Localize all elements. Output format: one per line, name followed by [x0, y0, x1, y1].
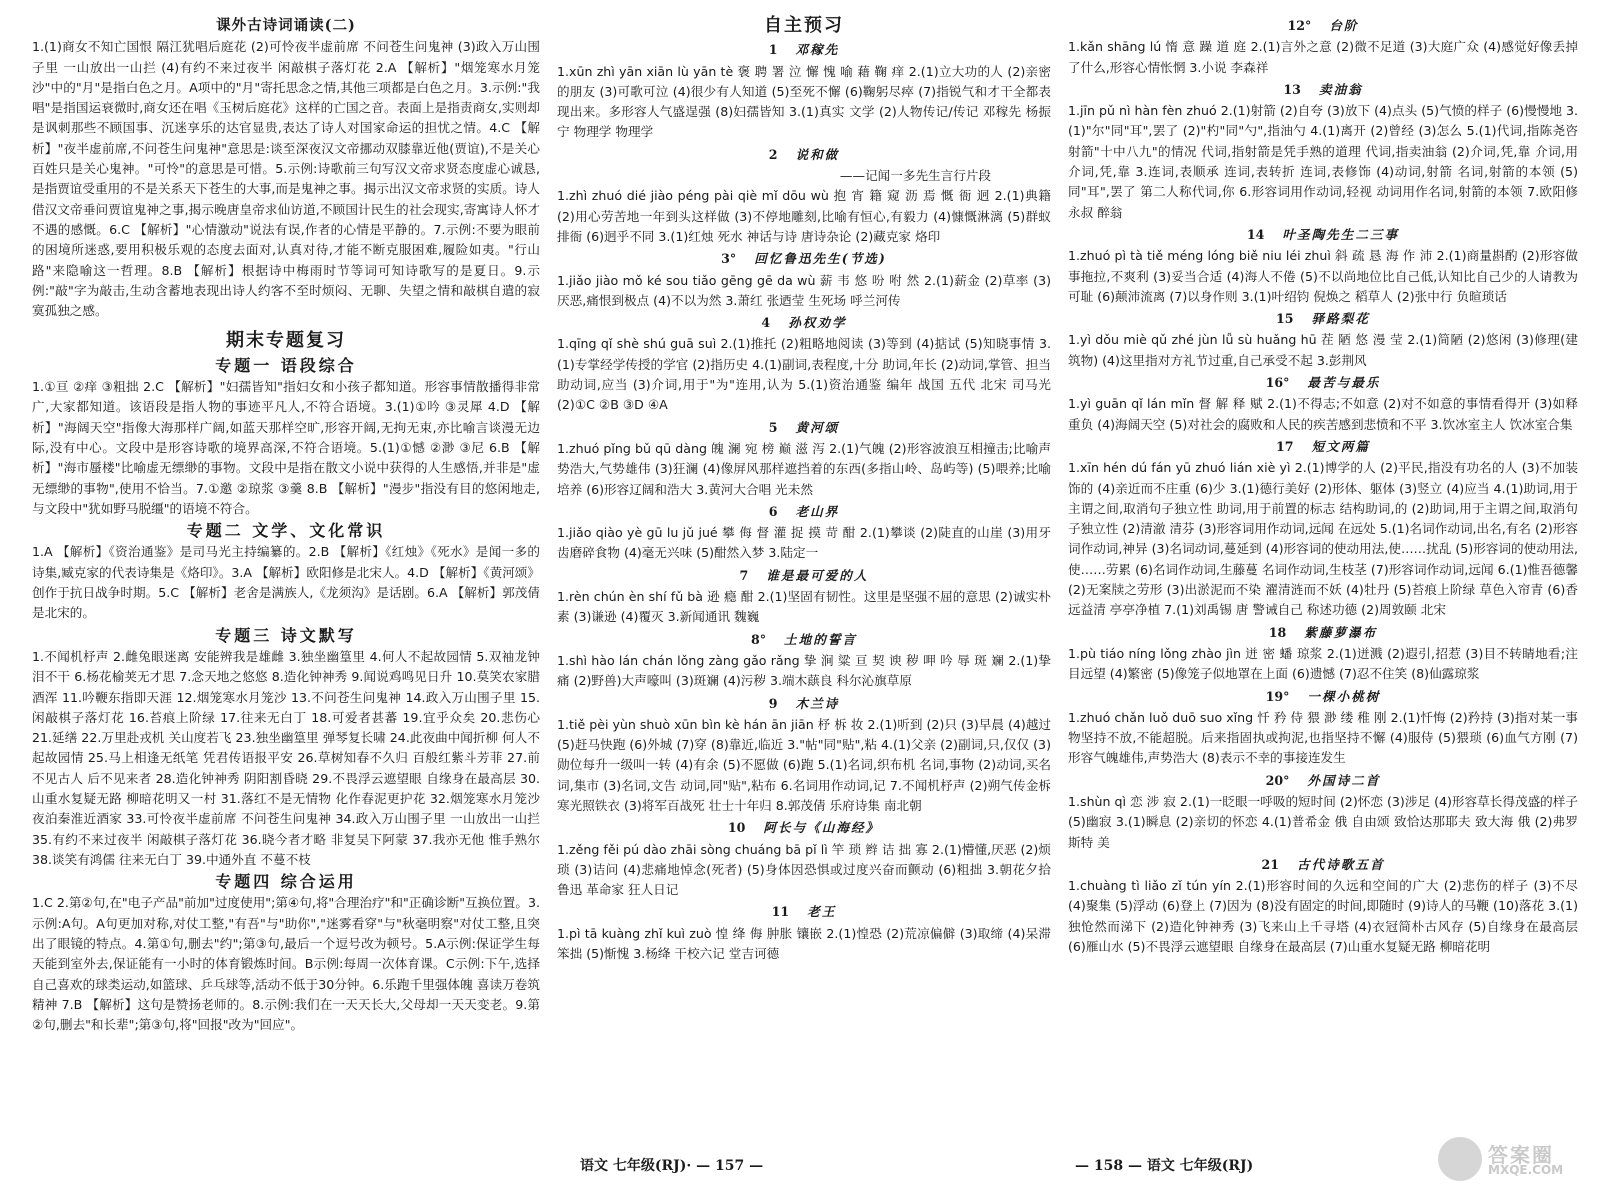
lesson-title: 外国诗二首 [1307, 772, 1381, 788]
topic-heading-3: 专题三 诗文默写 [215, 625, 357, 645]
lesson-answers: 1.kǎn shāng lú 惰 意 躁 道 庭 2.(1)言外之意 (2)微不足道 (3)大庭广众 (4)感觉好像丢掉了什么,形容心情怅惘 3.小说 李森祥 [1068, 39, 1578, 75]
lesson-heading [1068, 80, 1578, 100]
lesson-heading [557, 313, 1051, 333]
lesson-subtitle: ——记闻一多先生言行片段 [839, 168, 991, 184]
lesson-answers: 1.xīn hén dú fán yū zhuó lián xiè yì 2.(1)博学的人 (2)平民,指没有功名的人 (3)不加装饰的 (4)亲近而不庄重 (6)少 3.(1)德行美好 (2)形体、躯体 (3)竖立 (4)应当 4.(1)助词,用于主谓之间,取消句子独立性 助词,用于前置的标志 结构助词,的 (2)助词,用于主谓之间,取消句子独立性 (2)清澈 清芬 (3)形容词用作动词,远闻 在远处 5.(1)名词作动词,出名,有名 (2)形容词作动词,神异 (3)名词动词,蔓延到 (4)形容词的使动用法,使……扰乱 (5)形容词的使动用法,使……劳累 (6)名词作动词,生藤蔓 名词作动词,生枝茎 (7)形容词作动词,远闻 6.(1)惟吾德馨 (2)无案牍之劳形 (3)出淤泥而不染 濯清涟而不妖 (4)牡丹 (5)苔痕上阶绿 草色入帘青 (6)香远益清 亭亭净植 7.(1)刘禹锡 唐 警诫自己 称述功德 (2)周敦颐 北宋 [1068, 460, 1578, 618]
lesson-title: 紫藤萝瀑布 [1304, 624, 1378, 640]
middle-column [557, 14, 1051, 1145]
lesson-answers: 1.zhuó pǐng bǔ qū dàng 魄 澜 宛 榜 巅 滋 泻 2.(1)气魄 (2)形容波浪互相撞击;比喻声势浩大,气势雄伟 (3)狂澜 (4)像屏风那样遮挡着的东西(多指山岭、岛屿等) (5)喂养;比喻培养 (6)形容辽阔和浩大 3.黄河大合唱 光未然 [557, 440, 1051, 497]
lesson-answers: 1.tiě pèi yùn shuò xūn bìn kè hán ān jiān 杼 柝 妆 2.(1)听到 (2)只 (3)早晨 (4)越过 (5)赶马快跑 (6)外城 (7)穿 (8)靠近,临近 3."帖"同"贴",粘 4.(1)父亲 (2)副词,只,仅仅 (3)勋位每升一级叫一转 (4)有余 (5)不愿做 (6)跑 5.(1)名词,织布机 名词,事物 (2)动词,买名词,集市 (3)名词,文告 动词,同"贴",粘布 6.名词用作动词,记 7.不闻机杼声 (2)朔气传金柝 寒光照铁衣 (3)将军百战死 壮士十年归 8.郭茂倩 乐府诗集 南北朝 [557, 716, 1051, 813]
lesson-answers: 1.zhuó chǎn luǒ duō suo xǐng 忏 矜 侍 猥 渺 缕 稚 刚 2.(1)忏悔 (2)矜持 (3)指对某一事物坚持不放,不能超脱。后来指固执或拘泥,也指坚持不懈 (4)服侍 (5)猥琐 (6)血气方刚 (7)形容气魄雄伟,声势浩大 (8)表示不幸的事接连发生 [1068, 709, 1578, 766]
lesson-number: 4 [761, 315, 771, 331]
lesson-heading [1068, 225, 1578, 245]
lesson-title: 最苦与最乐 [1307, 375, 1381, 391]
lesson-answers: 1.zěng fěi pú dào zhāi sòng chuáng bā pǐ lì 竿 琐 辫 诘 拙 寡 2.(1)懵懂,厌恶 (2)烦琐 (3)诘问 (4)悲痛地悼念(死者) (5)身体因恐惧或过度兴奋而颤动 (6)粗拙 3.朝花夕拾 鲁迅 革命家 狂人日记 [557, 841, 1051, 898]
lesson-title: 一棵小桃树 [1307, 688, 1381, 704]
lesson-heading [557, 902, 1051, 922]
lesson-heading [557, 566, 1051, 586]
lesson-answers: 1.qīng qǐ shè shú guā suì 2.(1)推托 (2)粗略地阅读 (3)等到 (4)掂试 (5)知晓事情 3.(1)专掌经学传授的学官 (2)指历史 4.(1)副词,表程度,十分 助词,年长 (2)动词,掌管、担当 助动词,应当 (3)介词,用于"为"连用,认为 5.(1)资治通鉴 编年 战国 五代 北宋 司马光 (2)①C ②B ③D ④A [557, 336, 1051, 413]
lesson-answers: 1.zhuó pì tà tiě méng lóng biě niu léi zhuì 斜 疏 恳 海 作 沛 2.(1)商量斟酌 (2)形容做事拖拉,不爽利 (3)妥当合适 (4)海人不倦 (5)不以尚地位比自己低,认知比自己少的人请教为可耻 (6)颠沛流离 (7)以身作则 3.(1)叶绍钧 倪焕之 稻草人 (2)张中行 负暄琐话 [1068, 248, 1578, 304]
lesson-number: 5 [768, 419, 778, 435]
section-heading-poetry: 课外古诗词诵读(二) [216, 17, 356, 34]
section-heading-final-review: 期末专题复习 [226, 330, 346, 352]
lesson-title: 叶圣陶先生二三事 [1282, 226, 1400, 242]
left-column [32, 14, 540, 1145]
lesson-title: 老王 [807, 904, 837, 920]
lesson-number: 10 [727, 820, 746, 836]
lesson-number: 8° [750, 631, 767, 647]
lesson-number: 14 [1246, 226, 1265, 242]
lesson-heading [1068, 16, 1578, 36]
lesson-heading [557, 40, 1051, 60]
watermark-logo-icon [1438, 1137, 1482, 1181]
watermark-url: MXQE.COM [1488, 1163, 1564, 1177]
lesson-title: 木兰诗 [795, 695, 840, 711]
topic-heading-1: 专题一 语段综合 [215, 355, 357, 375]
lesson-heading [1068, 855, 1578, 875]
lesson-title: 黄河颂 [795, 419, 840, 435]
lesson-number: 18 [1268, 624, 1287, 640]
answer-block-topic-4: 1.C 2.第②句,在"电子产品"前加"过度使用";第④句,将"合理治疗"和"正确诊断"互换位置。3.示例:A句。A句更加对称,对仗工整,"有吾"与"助你","迷雾看穿"与"秋毫明察"对仗工整,且突出了眼镜的特点。4.第①句,删去"约";第③句,最后一个逗号改为顿号。5.A示例:保证学生每天能到室外去,保证能有一小时的体育锻炼时间。B示例:每周一次体育课。C示例:下午,选择自己喜欢的球类运动,如篮球、乒乓球等,活动不低于30分钟。6.乐跑千里强体魄 喜读万卷筑精神 7.B 【解析】这句是赞扬老师的。8.示例:我们在一天天长大,父母却一天天变老。9.第②句,删去"和长辈";第③句,将"回报"改为"回应"。 [32, 895, 540, 1033]
lesson-title: 老山界 [795, 503, 840, 519]
lesson-heading [557, 502, 1051, 522]
lesson-heading [1068, 623, 1578, 643]
lesson-heading [1068, 437, 1578, 457]
lesson-title: 说和做 [795, 146, 840, 162]
watermark [1438, 1137, 1578, 1181]
lesson-number: 3° [721, 251, 737, 267]
lesson-number: 21 [1261, 856, 1279, 872]
lesson-answers: 1.pù tiáo níng lǒng zhào jìn 迸 密 蟠 琼浆 2.(1)迸溅 (2)遐引,招惹 (3)目不转睛地看;注目远望 (4)繁密 (5)像笼子似地罩在上面 (6)遗憾 (7)忍不住笑 (8)仙露琼浆 [1068, 645, 1578, 682]
lesson-answers: 1.shùn qì 恋 涉 寂 2.(1)一眨眼一呼吸的短时间 (2)怀恋 (3)涉足 (4)形容草长得茂盛的样子 (5)幽寂 3.(1)瞬息 (2)亲切的怀恋 4.(1)普希金 俄 自由颂 致恰达那耶夫 致大海 俄 (2)弗罗斯特 美 [1068, 793, 1578, 850]
lesson-title: 回忆鲁迅先生(节选) [754, 251, 887, 267]
lesson-heading [1068, 771, 1578, 791]
lesson-answers: 1.jiǎo jiào mǒ ké sou tiǎo gēng gē da wù 薪 韦 悠 吩 咐 然 2.(1)薪金 (2)草率 (3)厌恶,痛恨到极点 (4)不以为然 3.萧红 张迺莹 生死场 呼兰河传 [557, 272, 1051, 308]
lesson-answers: 1.zhì zhuó dié jiào péng pài qiè mǐ dōu wù 抱 宵 籍 窥 沥 焉 慨 衙 迥 2.(1)典籍 (2)用心劳苦地一年到头这样做 (3)不停地雕刻,比喻有恒心,有毅力 (4)慷慨淋漓 (5)群蚁排衙 (6)迥乎不同 3.(1)红烛 死水 神话与诗 唐诗杂论 (2)藏克家 烙印 [557, 188, 1051, 244]
lesson-heading [1068, 309, 1578, 329]
answer-block-topic-2: 1.A 【解析】《资治通鉴》是司马光主持编纂的。2.B 【解析】《红烛》《死水》是闻一多的诗集,臧克家的代表诗集是《烙印》。3.A 【解析】欧阳修是北宋人。4.D 【解析】《黄河颂》创作于抗日战争时期。5.C 【解析】老舍是满族人,《龙须沟》是话剧。6.A 【解析】郭茂倩是北宋的。 [32, 544, 540, 621]
lesson-number: 9 [768, 695, 778, 711]
lesson-number: 12° [1287, 18, 1312, 33]
lesson-number: 11 [771, 904, 790, 920]
lesson-heading [557, 145, 1051, 165]
lesson-answers: 1.chuàng tì liǎo zǐ tún yín 2.(1)形容时间的久远和空间的广大 (2)悲伤的样子 (3)不尽 (4)聚集 (5)浮动 (6)登上 (7)因为 (8)没有固定的时间,即随时 (9)诗人的马鞭 (10)落花 3.(1)独怆然而涕下 (2)造化钟神秀 (3)飞来山上千寻塔 (4)衣冠简朴古风存 (5)自缘身在最高层 (6)雁山水 (5)不畏浮云遮望眼 自缘身在最高层 (7)山重水复疑无路 柳暗花明 [1068, 878, 1578, 955]
lesson-heading [557, 630, 1051, 650]
lesson-heading [1068, 373, 1578, 393]
lesson-number: 2 [768, 146, 778, 162]
topic-heading-2: 专题二 文学、文化常识 [186, 521, 386, 541]
lesson-number: 6 [768, 503, 778, 519]
lesson-answers: 1.jiǎo qiào yè gū lu jǔ jué 攀 侮 督 灌 捉 摸 苛 酣 2.(1)攀谈 (2)陡直的山崖 (3)用牙齿磨碎食物 (4)毫无兴味 (5)酣然入梦 3.陆定一 [557, 525, 1051, 561]
lesson-answers: 1.shì hào lán chán lǒng zàng gǎo rǎng 挚 涧 粱 亘 契 谀 秽 呷 吟 辱 斑 斓 2.(1)挚痛 (2)野兽)大声嚎叫 (3)斑斓 (4)污秽 3.端木蕻良 科尔沁旗草原 [557, 652, 1051, 689]
lesson-heading [557, 418, 1051, 438]
lesson-answers: 1.yì dǒu miè qǔ zhé jùn lǚ sù huǎng hū 茬 陋 悠 漫 莹 2.(1)简陋 (2)悠闲 (3)修理(建筑物) (4)这里指对方礼节过重,自己承受不起 3.彭荆风 [1068, 332, 1578, 368]
lesson-heading [557, 694, 1051, 714]
lesson-title: 土地的誓言 [784, 631, 858, 647]
topic-heading-4: 专题四 综合运用 [215, 872, 357, 892]
lesson-number: 15 [1276, 311, 1294, 327]
lesson-number: 19° [1265, 688, 1290, 704]
answer-block-topic-1: 1.①亘 ②痒 ③粗拙 2.C 【解析】"妇孺皆知"指妇女和小孩子都知道。形容事情散播得非常广,大家都知道。该语段是指人物的事迹平凡人,不符合语境。3.(1)①吟 ③灵犀 4.D 【解析】"海阔天空"指像大海那样广阔,如蓝天那样空旷,形容开阔,无拘无束,亦比喻言谈漫无边际,没有中心。文段中是形容诗歌的境界高深,不符合语境。5.(1)①憾 ②渺 ③尼 6.B 【解析】"海市蜃楼"比喻虚无缥缈的事物。文段中是指在散文小说中获得的人生感悟,并非是"虚无缥缈的事物",使用不恰当。7.①邀 ②琼浆 ③羹 8.B 【解析】"漫步"指没有目的悠闲地走,与文段中"犹如野马脱缰"的语境不符合。 [32, 379, 540, 516]
lesson-number: 20° [1265, 772, 1290, 788]
lesson-number: 7 [739, 567, 749, 583]
lesson-number: 16° [1265, 375, 1290, 391]
page-footer-left: 语文 七年级(RJ)· — 157 — [580, 1158, 764, 1174]
lesson-heading [1068, 687, 1578, 707]
lesson-number: 1 [768, 42, 778, 58]
lesson-number: 17 [1276, 438, 1294, 454]
section-heading-preview: 自主预习 [764, 15, 844, 36]
lesson-answers: 1.yì guān qǐ lán mǐn 督 解 释 赋 2.(1)不得志;不如意 (2)对不如意的事情看得开 (3)如释重负 (4)海阔天空 (5)对社会的腐败和人民的疾苦感到悲愤和不平 3.饮冰室主人 饮冰室合集 [1068, 396, 1578, 432]
lesson-title: 邓稼先 [795, 42, 840, 58]
lesson-title: 古代诗歌五首 [1296, 856, 1385, 872]
lesson-title: 阿长与《山海经》 [763, 820, 881, 836]
lesson-title: 卖油翁 [1318, 81, 1363, 97]
answer-block-topic-3: 1.不闻机杼声 2.雌兔眼迷离 安能辨我是雄雌 3.独坐幽篁里 4.何人不起故园情 5.双袖龙钟泪不干 6.杨花榆荚无才思 7.念天地之悠悠 8.造化钟神秀 9.闻说鸡鸣见日升 10.莫笑农家腊酒浑 11.吟鞭东指即天涯 12.烟笼寒水月笼沙 13.不问苍生问鬼神 14.政入万山围子里 15.闲敲棋子落灯花 16.苔痕上阶绿 17.往来无白丁 18.可爱者甚蕃 19.宜乎众矣 20.悲伤心 21.延缮 22.万里赴戎机 关山度若飞 23.独坐幽篁里 弹琴复长啸 24.此夜曲中闻折柳 何人不起故园情 25.马上相逢无纸笔 凭君传语报平安 26.草树知春不久归 百般红紫斗芳菲 27.前不见古人 后不见来者 28.造化钟神秀 阴阳割昏晓 29.不畏浮云遮望眼 自缘身在最高层 30.山重水复疑无路 柳暗花明又一村 31.落红不是无情物 化作春泥更护花 32.烟笼寒水月笼沙 夜泊秦淮近酒家 33.可怜夜半虚前席 不问苍生问鬼神 34.政入万山围子里 一山放出一山拦 35.有约不来过夜半 闲敲棋子落灯花 36.晓今者才略 非复吴下阿蒙 37.我亦无他 惟手熟尔 38.谈笑有鸿儒 往来无白丁 39.中通外直 不蔓不枝 [32, 648, 540, 867]
lesson-title: 谁是最可爱的人 [766, 567, 869, 583]
answer-block-poetry: 1.(1)商女不知亡国恨 隔江犹唱后庭花 (2)可怜夜半虚前席 不问苍生问鬼神 (3)政入万山围子里 一山放出一山拦 (4)有约不来过夜半 闲敲棋子落灯花 2.A 【解析】"烟笼寒水月笼沙"中的"月"是指白色之月。A项中的"月"寄托思念之情,其他三项都是白色之月。3.示例:"我唱"是指国运衰微时,商女还在唱《玉树后庭花》这样的亡国之音。表面上是指责商女,实则却是讽刺那些不顾国事、沉迷享乐的达官显贵,表达了诗人对国家命运的担忧之情。4.C 【解析】"夜半虚前席,不问苍生问鬼神"意思是:谈至深夜汉文帝挪动双膝靠近他(贾谊),不是关心百姓只是关心鬼神。"可怜"的意思是可惜。5.示例:诗歌前三句写汉文帝求贤态度虚心诚恳,是指贾谊受重用的不是关系天下苍生的大事,而是鬼神之事。揭示出汉文帝求贤的实质。诗人借汉文帝垂问贾谊鬼神之事,揭示晚唐皇帝求仙访道,不顾国计民生的社会现实,寄寓诗人怀才不遇的感慨。6.C 【解析】"心情激动"说法有误,作者的心情是平静的。7.示例:不要为眼前的困境所迷惑,要用积极乐观的态度去面对,认真对待,才能不断克服困难,履险如夷。"行山路"来隐喻这一哲理。8.B 【解析】根据诗中梅雨时节等词可知诗歌写的是夏日。9.示例:"敲"字为敲击,生动含蓄地表现出诗人约客不至时烦闷、无聊、失望之情和敲棋自遣的寂寞孤独之感。 [32, 39, 540, 319]
lesson-answers: 1.jīn pǔ nì hàn fèn zhuó 2.(1)射箭 (2)自夸 (3)放下 (4)点头 (5)气愤的样子 (6)慢慢地 3.(1)"尔"同"耳",罢了 (2)"杓"同"勺",指油勺 4.(1)离开 (2)曾经 (3)怎么 5.(1)代词,指陈尧咨射箭"十中八九"的情况 代词,指射箭是凭手熟的道理 代词,指卖油翁 (2)介词,凭,靠 介词,用 介词,凭,靠 3.连词,表顺承 连词,表转折 连词,表修饰 (4)动词,射箭 名词,射箭的本领 (5)同"耳",罢了 第二人称代词,你 6.形容词用作动词,轻视 动词用作名词,射箭的本领 7.欧阳修 永叔 醉翁 [1068, 103, 1578, 220]
lesson-answers: 1.xūn zhì yān xiān lù yān tè 褒 聘 署 泣 懈 愧 喻 藉 鞠 痒 2.(1)立大功的人 (2)亲密的朋友 (3)可歌可泣 (4)很少有人知道 (5)至死不懈 (6)鞠躬尽瘁 (7)指锐气和才干全都表现出来。多形容人气盛逞强 (8)妇孺皆知 3.(1)真实 文学 (2)人物传记/传记 邓稼先 杨振宁 物理学 物理学 [557, 63, 1051, 140]
page-footer-right: — 158 — 语文 七年级(RJ) [1075, 1158, 1254, 1174]
lesson-heading [557, 818, 1051, 838]
lesson-title: 台阶 [1329, 18, 1359, 33]
lesson-title: 驿路梨花 [1311, 311, 1370, 327]
lesson-heading [557, 249, 1051, 269]
lesson-title: 短文两篇 [1311, 438, 1370, 454]
lesson-answers: 1.rèn chún èn shí fǔ bà 逊 瘾 酣 2.(1)坚固有韧性。这里是坚强不屈的意思 (2)诚实朴素 (3)谦逊 (4)覆灭 3.新闻通讯 魏巍 [557, 589, 1051, 625]
watermark-text: 答案圈 [1488, 1143, 1554, 1167]
lesson-answers: 1.pì tā kuàng zhǐ kuì zuò 惶 绛 侮 肿胀 镶嵌 2.(1)惶恐 (2)荒凉偏僻 (3)取缔 (4)呆滞笨拙 (5)惭愧 3.杨绛 干校六记 堂吉诃德 [557, 925, 1051, 962]
lesson-number: 13 [1283, 81, 1301, 97]
right-column [1068, 14, 1578, 1145]
lesson-title: 孙权劝学 [788, 315, 847, 331]
